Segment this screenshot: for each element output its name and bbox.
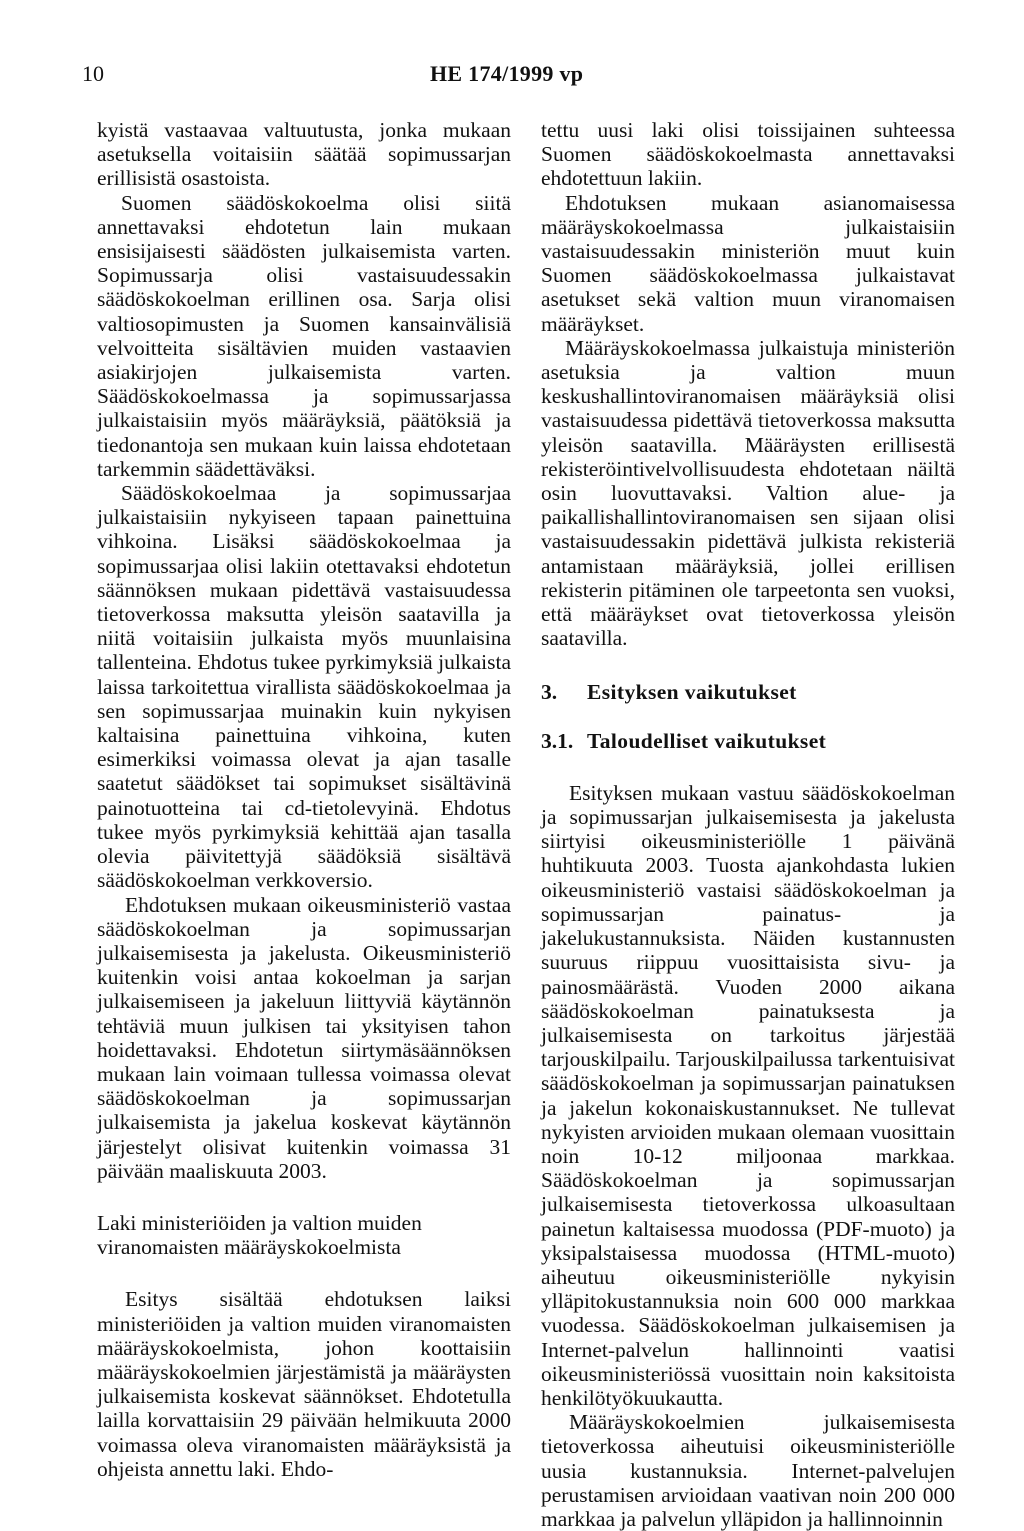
section-subtitle: Laki ministeriöiden ja valtion muiden viranomaisten määräyskokoelmista (97, 1210, 422, 1260)
spacer (541, 650, 955, 680)
paragraph: Esitys sisältää ehdotuksen laiksi ministeriöiden ja valtion muiden viranomaisten määräyskokoelmista, johon koottaisiin määräyskokoelmien järjestämistä ja määräysten julkaisemista koskevat säännökset. Ehdotetulla laillа korvattaisiin 29 päivään helmikuuta 2000 voimassa oleva viranomaisten määräyksistä ja ohjeista annettu laki. Ehdo- (97, 1287, 511, 1481)
paragraph: tettu uusi laki olisi toissijainen suhteessa Suomen säädöskokoelmasta annettavaksi ehdotettuun lakiin. (541, 118, 955, 191)
paragraph: Määräyskokoelmien julkaisemisesta tietoverkossa aiheutuisi oikeusministeriölle uusia kustannuksia. Internet-palvelujen perustamisen arvioidaan vaativan noin 200 000 markkaa ja palvelun ylläpidon ja hallinnoinnin (541, 1410, 955, 1531)
section-title: Esityksen vaikutukset (587, 680, 797, 705)
spacer (541, 705, 955, 729)
section-number: 3. (541, 680, 558, 705)
section-heading (541, 680, 955, 704)
paragraph: Ehdotuksen mukaan oikeusministeriö vastaa säädöskokoelman ja sopimussarjan julkaisemisesta ja jakelusta. Oikeusministeriö kuitenkin voisi antaa kokoelman ja sarjan julkaisemiseen ja jakeluun liittyviä käytännön tehtäviä muun julkisen tai yksityisen tahon hoidettavaksi. Ehdotetun siirtymäsäännöksen mukaan lain voimaan tullessa voimassa olevat säädöskokoelman ja sopimussarjan julkaisemista ja jakelua koskevat käytännön järjestelyt olisivat kuitenkin voimassa 31 päivään maaliskuuta 2003. (97, 892, 511, 1183)
paragraph: Määräyskokoelmassa julkaistuja ministeriön asetuksia ja valtion muun keskushallintoviranomaisen määräyksiä olisi vastaisuudessa pidettävä tietoverkossa maksutta yleisön saatavilla. Määräysten erillisestä rekisteröintivelvollisuudesta ehdotetaan näiltä osin luovuttavaksi. Valtion alue- ja paikallishallintoviranomaisen sen sijaan olisi vastaisuudessakin pidettävä julkista rekisteriä antamistaan määräyksiä, jollei erillisen rekisterin pitäminen ole tarpeetonta sen vuoksi, että määräykset ovat tietoverkossa yleisön saatavilla. (541, 335, 955, 651)
spacer (97, 1259, 511, 1287)
subsection-heading (541, 729, 955, 753)
running-head: HE 174/1999 vp (430, 61, 584, 86)
paragraph: Ehdotuksen mukaan asianomaisessa määräyskokoelmassa julkaistaisiin vastaisuudessakin ministeriön muut kuin Suomen säädöskokoelmassa julkaistavat asetukset sekä valtion muun viranomaisen määräykset. (541, 190, 955, 336)
paragraph: Suomen säädöskokoelma olisi siitä annettavaksi ehdotetun lain mukaan ensisijaisesti säädösten julkaisemista varten. Sopimussarja olisi vastaisuudessakin säädöskokoelman erillinen osa. Sarja olisi valtiosopimusten ja Suomen kansainvälisiä velvoitteita sisältävien muiden vastaavien asiakirjojen julkaisemista varten. Säädöskokoelmassa ja sopimussarjassa julkaistaisiin myös määräyksiä, päätöksiä ja tiedonantoja sen mukaan kuin laissa ehdotetaan tarkemmin säädettäväksi. (97, 190, 511, 481)
subsection-number: 3.1. (541, 728, 574, 753)
paragraph: Säädöskokoelmaa ja sopimussarjaa julkaistaisiin nykyiseen tapaan painettuina vihkoina. Lisäksi säädöskokoelmaa ja sopimussarjaa olisi lakiin otettavaksi ehdotetun säännöksen mukaan pidettävä vastaisuudessa tietoverkossa maksutta yleisön saatavilla ja niitä voitaisiin julkaista myös muunlaisina tallenteina. Ehdotus tukee pyrkimyksiä julkaista laissa tarkoitettua virallista säädöskokoelmaa ja sen sopimussarjaa muinakin kuin nykyisen kaltaisina painettuina vihkoina, kuten esimerkiksi voimassa olevat ja ajan tasalle saatetut säädökset tai sopimukset sisältävinä painotuotteina tai cd-tietolevyinä. Ehdotus tukee myös pyrkimyksiä kehittää ajan tasalla olevia päivitettyjä säädöksiä sisältävä säädöskokoelman verkkoversio. (97, 481, 511, 893)
left-column (97, 118, 511, 1481)
paragraph: kyistä vastaavaa valtuutusta, jonka mukaan asetuksella voitaisiin säätää sopimussarjan erillisistä osastoista. (97, 118, 511, 191)
spacer (541, 753, 955, 781)
spacer (97, 1183, 511, 1211)
subsection-title: Taloudelliset vaikutukset (587, 728, 827, 753)
page-number: 10 (82, 61, 104, 86)
right-column (541, 118, 955, 1531)
paragraph: Esityksen mukaan vastuu säädöskokoelman ja sopimussarjan julkaisemisesta ja jakelusta siirtyisi oikeusministeriölle 1 päivänä huhtikuuta 2003. Tuosta ajankohdasta lukien oikeusministeriö vastaisi säädöskokoelman ja sopimussarjan painatus- ja jakelukustannuksista. Näiden kustannusten suuruus riippuu vuosittaisista sivu- ja painosmäärästä. Vuoden 2000 aikana säädöskokoelman painatuksesta ja julkaisemisesta on tarkoitus järjestää tarjouskilpailu. Tarjouskilpailussa tarkentuisivat säädöskokoelman ja sopimussarjan painatuksen ja jakelun kokonaiskustannukset. Ne tullevat nykyisten arvioiden mukaan olemaan vuosittain noin 10-12 miljoonaa markkaa. Säädöskokoelman ja sopimussarjan julkaisemisesta tietoverkossa ulkoasultaan painetun kaltaisessa muodossa (PDF-muoto) ja yksipalstaisessa muodossa (HTML-muoto) aiheutuu oikeusministeriölle nykyisin ylläpitokustannuksia noin 600 000 markkaa vuodessa. Säädöskokoelman julkaisemisen ja Internet-palvelun hallinnointi vaatisi oikeusministeriössä vuosittain noin kaksitoista henkilötyökuukautta. (541, 780, 955, 1410)
